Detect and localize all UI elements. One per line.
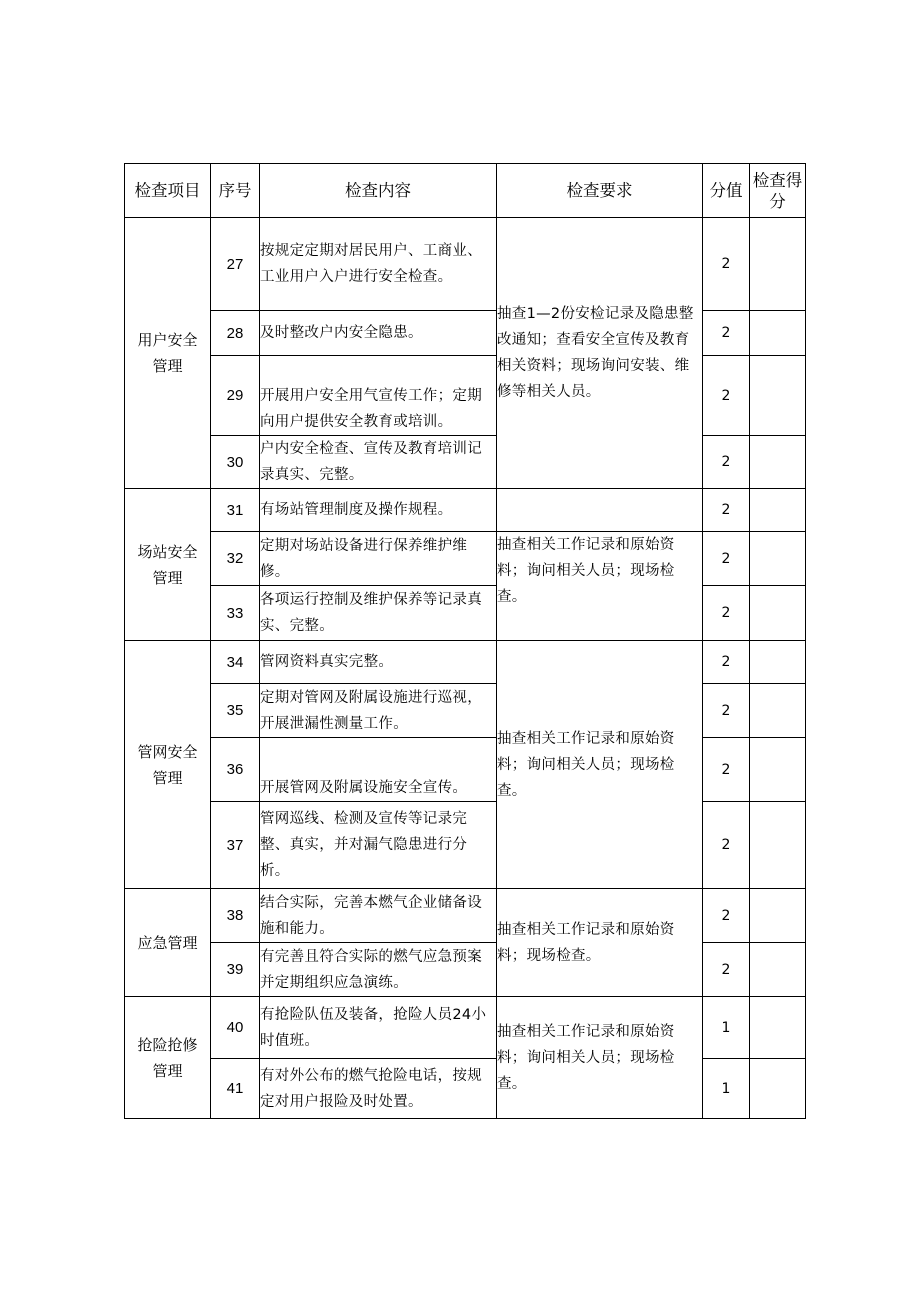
header-requirement: 检查要求 [497, 164, 703, 218]
requirement-cell: 抽查相关工作记录和原始资料；现场检查。 [497, 889, 703, 997]
table-row [125, 641, 806, 684]
seq-cell: 35 [211, 684, 260, 738]
category-line: 管理 [152, 1061, 183, 1080]
table-row [125, 889, 806, 943]
category-cell [125, 641, 211, 889]
header-result-line2: 分 [769, 191, 786, 211]
result-cell[interactable] [750, 532, 806, 586]
header-result-line1: 检查得 [752, 170, 803, 190]
header-content: 检查内容 [260, 164, 497, 218]
result-cell[interactable] [750, 889, 806, 943]
table-row [125, 436, 806, 489]
seq-cell: 34 [211, 641, 260, 684]
result-cell[interactable] [750, 641, 806, 684]
score-cell: 2 [703, 356, 750, 436]
score-cell: 2 [703, 641, 750, 684]
result-cell[interactable] [750, 1059, 806, 1119]
category-cell: 应急管理 [125, 889, 211, 997]
score-cell: 2 [703, 489, 750, 532]
content-cell: 开展用户安全用气宣传工作；定期向用户提供安全教育或培训。 [260, 356, 497, 436]
category-line: 管理 [152, 357, 183, 375]
category-line: 抢险抢修 [137, 1035, 198, 1054]
header-row [125, 164, 806, 218]
result-cell[interactable] [750, 997, 806, 1059]
seq-cell: 32 [211, 532, 260, 586]
content-cell: 有抢险队伍及装备，抢险人员24小时值班。 [260, 997, 497, 1059]
table-row [125, 356, 806, 436]
seq-cell: 37 [211, 802, 260, 889]
table-row [125, 218, 806, 311]
result-cell[interactable] [750, 802, 806, 889]
seq-cell: 38 [211, 889, 260, 943]
score-cell: 2 [703, 436, 750, 489]
table-row [125, 738, 806, 802]
content-cell: 有完善且符合实际的燃气应急预案并定期组织应急演练。 [260, 943, 497, 997]
seq-cell: 31 [211, 489, 260, 532]
table-row [125, 532, 806, 586]
table-row [125, 311, 806, 356]
result-cell[interactable] [750, 356, 806, 436]
inspection-table [124, 163, 806, 1119]
seq-cell: 39 [211, 943, 260, 997]
requirement-cell: 抽查相关工作记录和原始资料；询问相关人员；现场检查。 [497, 641, 703, 889]
requirement-cell: 抽查相关工作记录和原始资料；询问相关人员；现场检查。 [497, 532, 703, 641]
category-cell [125, 997, 211, 1119]
seq-cell: 33 [211, 586, 260, 641]
table-row [125, 684, 806, 738]
content-cell: 有场站管理制度及操作规程。 [260, 489, 497, 532]
score-cell: 2 [703, 943, 750, 997]
seq-cell: 40 [211, 997, 260, 1059]
header-score: 分值 [703, 164, 750, 218]
seq-cell: 36 [211, 738, 260, 802]
category-cell [125, 218, 211, 489]
result-cell[interactable] [750, 738, 806, 802]
result-cell[interactable] [750, 311, 806, 356]
category-line: 用户安全 [137, 331, 198, 349]
table-row [125, 1059, 806, 1119]
content-cell: 结合实际，完善本燃气企业储备设施和能力。 [260, 889, 497, 943]
header-seq: 序号 [211, 164, 260, 218]
category-line: 管理 [152, 568, 183, 587]
table-row [125, 586, 806, 641]
header-category: 检查项目 [125, 164, 211, 218]
content-cell: 有对外公布的燃气抢险电话，按规定对用户报险及时处置。 [260, 1059, 497, 1119]
category-line: 管网安全 [137, 742, 198, 761]
content-cell: 定期对场站设备进行保养维护维修。 [260, 532, 497, 586]
seq-cell: 27 [211, 218, 260, 311]
score-cell: 2 [703, 532, 750, 586]
seq-cell: 29 [211, 356, 260, 436]
result-cell[interactable] [750, 489, 806, 532]
header-result [750, 164, 806, 218]
seq-cell: 30 [211, 436, 260, 489]
category-line: 场站安全 [137, 542, 198, 561]
requirement-cell: 抽查相关工作记录和原始资料；询问相关人员；现场检查。 [497, 997, 703, 1119]
result-cell[interactable] [750, 436, 806, 489]
content-cell: 各项运行控制及维护保养等记录真实、完整。 [260, 586, 497, 641]
result-cell[interactable] [750, 684, 806, 738]
table-row [125, 802, 806, 889]
score-cell: 2 [703, 684, 750, 738]
content-cell: 按规定定期对居民用户、工商业、工业用户入户进行安全检查。 [260, 218, 497, 311]
result-cell[interactable] [750, 943, 806, 997]
score-cell: 1 [703, 1059, 750, 1119]
requirement-blank-cell [497, 489, 703, 532]
score-cell: 2 [703, 218, 750, 311]
seq-cell: 41 [211, 1059, 260, 1119]
content-cell: 管网巡线、检测及宣传等记录完整、真实，并对漏气隐患进行分析。 [260, 802, 497, 889]
content-cell: 及时整改户内安全隐患。 [260, 311, 497, 356]
result-cell[interactable] [750, 218, 806, 311]
score-cell: 2 [703, 889, 750, 943]
score-cell: 2 [703, 311, 750, 356]
result-cell[interactable] [750, 586, 806, 641]
table-row [125, 489, 806, 532]
table-row [125, 997, 806, 1059]
content-cell: 户内安全检查、宣传及教育培训记录真实、完整。 [260, 436, 497, 489]
seq-cell: 28 [211, 311, 260, 356]
content-cell: 管网资料真实完整。 [260, 641, 497, 684]
content-cell: 定期对管网及附属设施进行巡视，开展泄漏性测量工作。 [260, 684, 497, 738]
table-row [125, 943, 806, 997]
score-cell: 1 [703, 997, 750, 1059]
content-cell: 开展管网及附属设施安全宣传。 [260, 738, 497, 802]
category-cell [125, 489, 211, 641]
score-cell: 2 [703, 802, 750, 889]
score-cell: 2 [703, 738, 750, 802]
requirement-cell: 抽查1—2份安检记录及隐患整改通知；查看安全宣传及教育相关资料；现场询问安装、维修等相关人员。 [497, 218, 703, 489]
score-cell: 2 [703, 586, 750, 641]
category-line: 管理 [152, 768, 183, 787]
